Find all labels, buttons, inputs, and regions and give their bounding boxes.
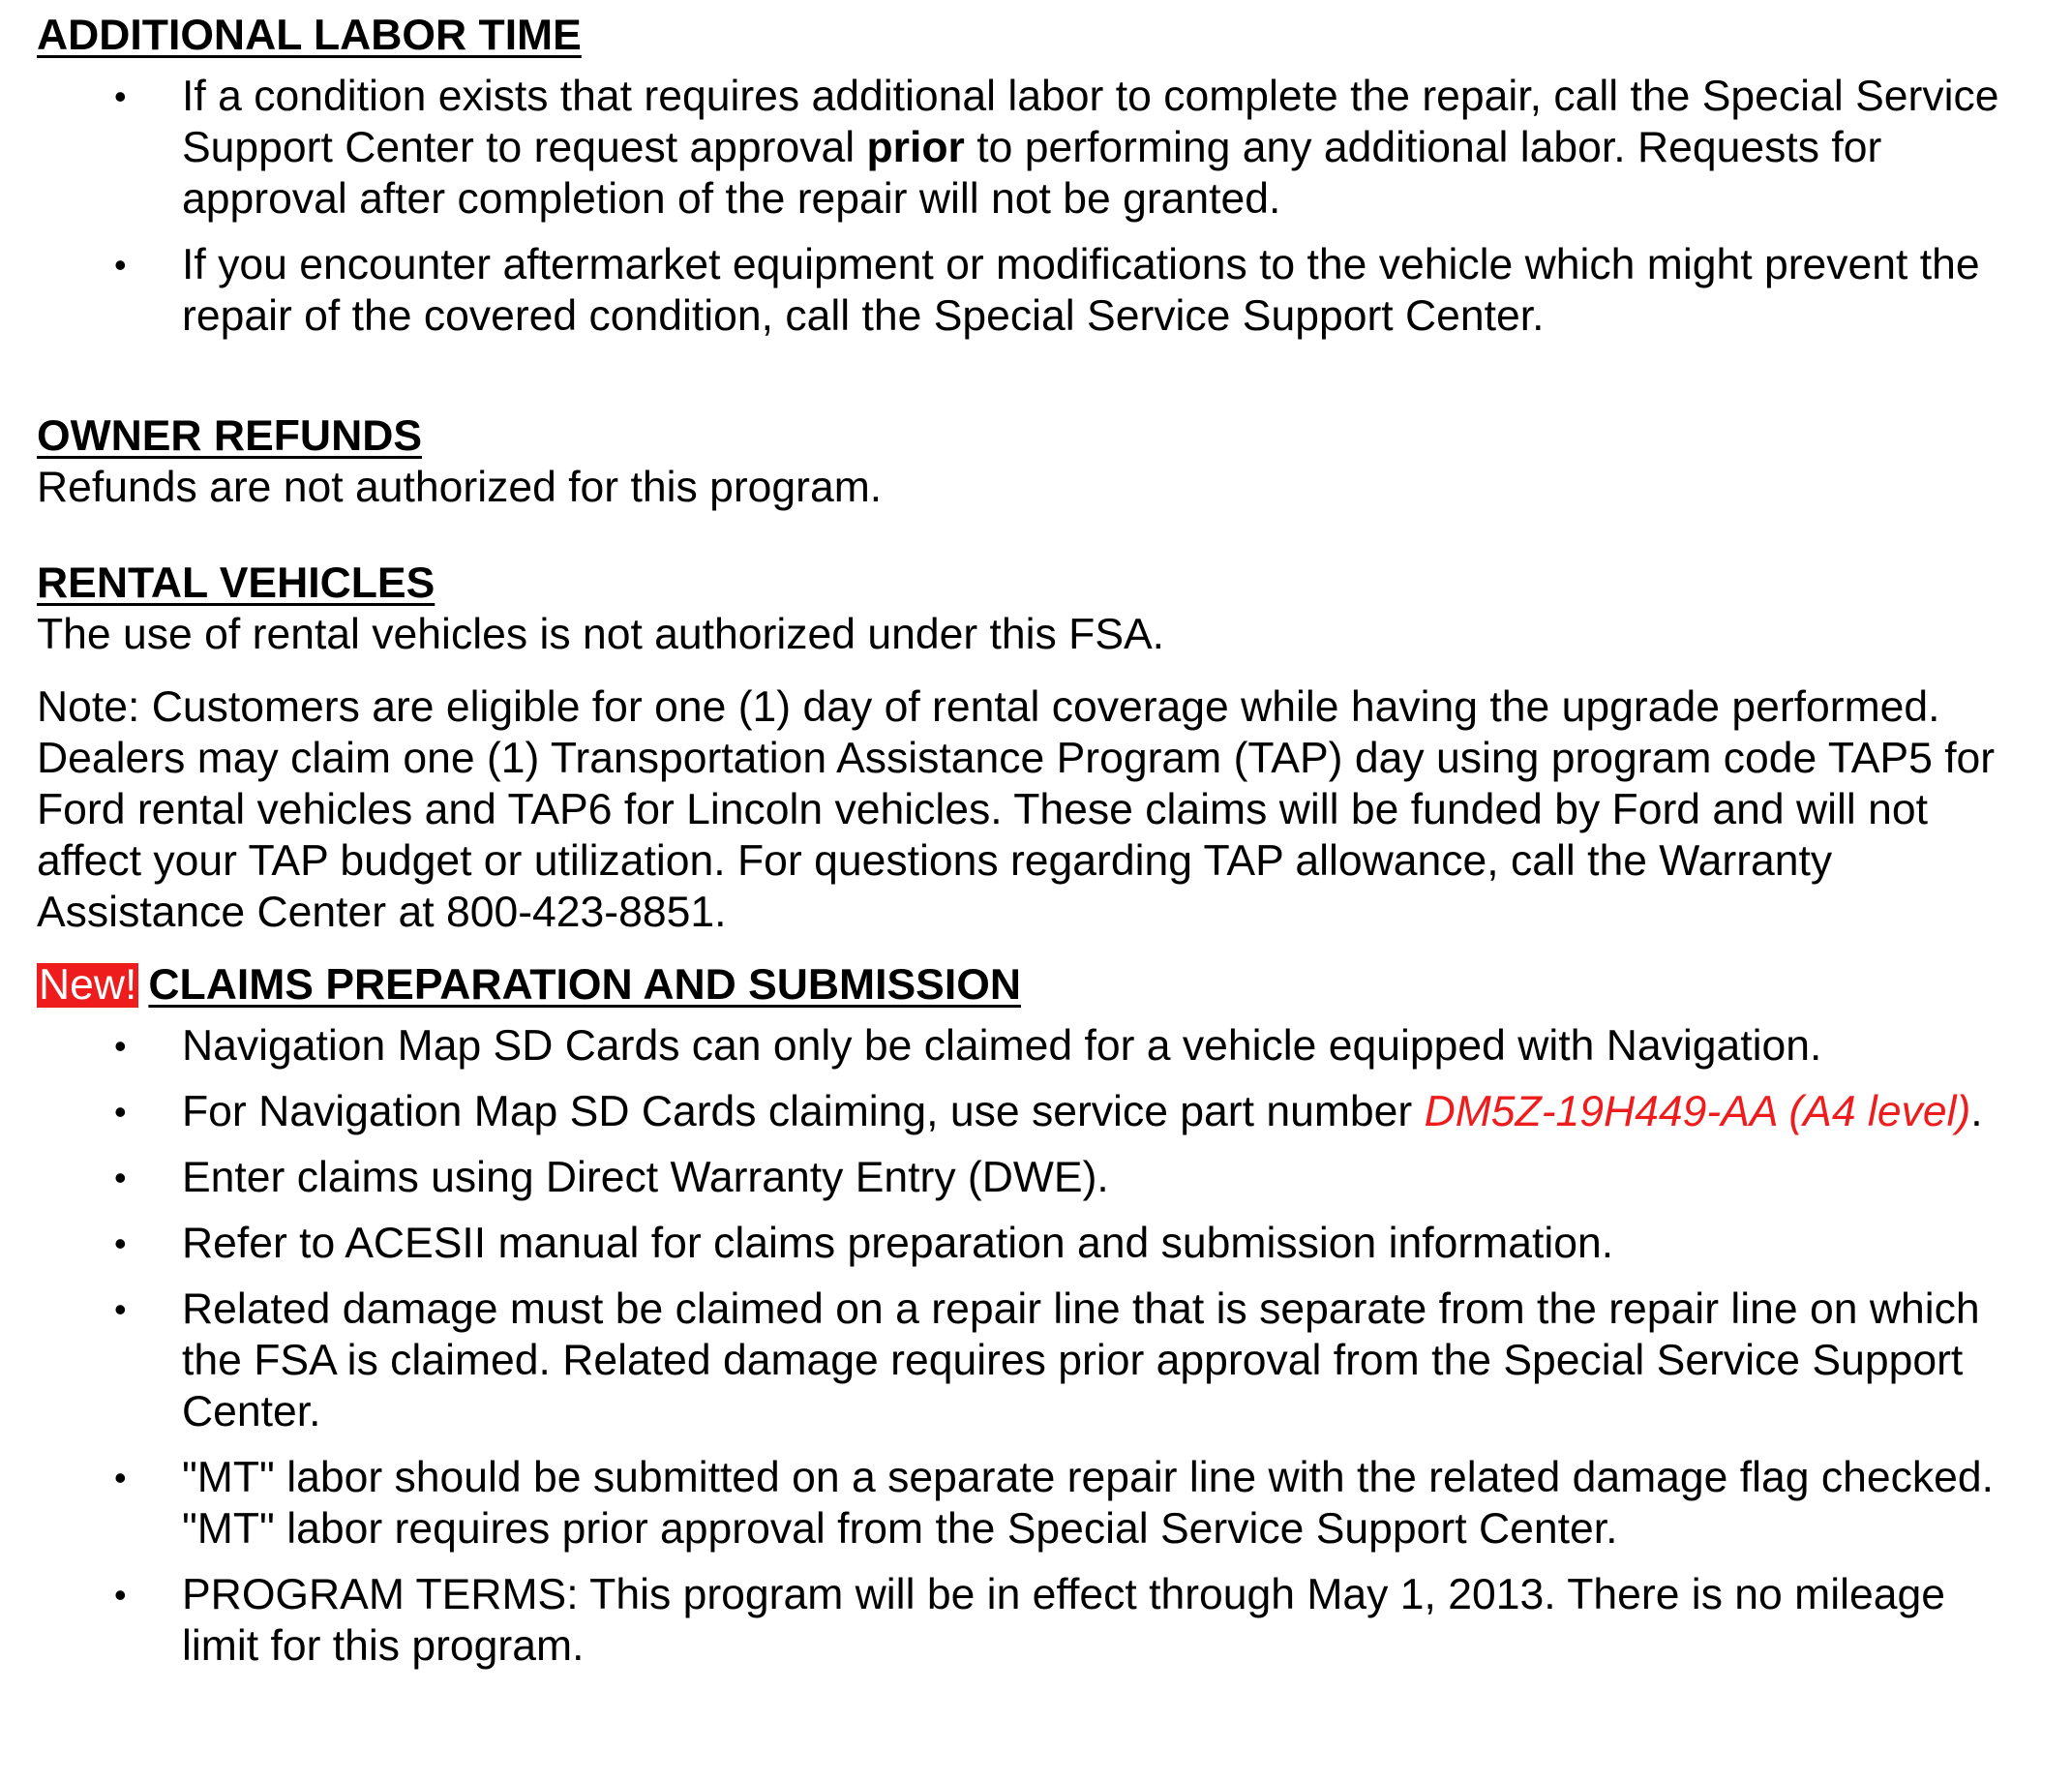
bullet-icon: • (114, 1223, 127, 1263)
bullet-icon: • (114, 245, 127, 285)
new-badge: New! (39, 961, 137, 1009)
heading-owner-refunds: OWNER REFUNDS (37, 412, 423, 460)
rental-note: Note: Customers are eligible for one (1) day of rental coverage while having the upgrade performed. Dealers may claim one (1) Transportation Assistance Program (TAP) day using program code TAP5 for Ford rental vehicles and TAP6 for Lincoln vehicles. These claims will be funded by Ford and will not affect your TAP budget or utilization. For questions regarding TAP allowance, call the Warranty Assistance Center at 800-423-8851. (37, 683, 1996, 936)
claims-bullet-5-text: Related damage must be claimed on a repair line that is separate from the repair line on which the FSA is claimed. Related damage requires prior approval from the Special Service Support Center. (182, 1285, 1980, 1435)
claims-bullet-4-text: Refer to ACESII manual for claims preparation and submission information. (182, 1220, 1614, 1267)
claims-bullet-list (37, 1020, 2014, 1672)
labor-bullet-1-bold-word: prior (866, 124, 965, 171)
section-additional-labor-time (37, 10, 2014, 342)
claims-bullet-6-text: "MT" labor should be submitted on a separate repair line with the related damage flag checked. "MT" labor requires prior approval from the Special Service Support Center. (182, 1454, 1994, 1553)
bullet-icon: • (114, 1026, 127, 1066)
list-item (37, 1152, 2014, 1203)
list-item (37, 1452, 2014, 1555)
list-item (37, 239, 2014, 342)
claims-bullet-3-text: Enter claims using Direct Warranty Entry (DWE). (182, 1154, 1109, 1201)
bullet-icon: • (114, 1158, 127, 1197)
labor-bullet-2-text: If you encounter aftermarket equipment or modifications to the vehicle which might prevent the repair of the covered condition, call the Special Service Support Center. (182, 241, 1980, 340)
heading-claims-preparation: CLAIMS PREPARATION AND SUBMISSION (148, 961, 1021, 1009)
heading-additional-labor-time: ADDITIONAL LABOR TIME (37, 12, 582, 59)
list-item (37, 1020, 2014, 1072)
claims-bullet-2-text-end: . (1970, 1088, 1983, 1135)
list-item (37, 1569, 2014, 1672)
section-owner-refunds (37, 410, 2014, 513)
bullet-icon: • (114, 1289, 127, 1329)
section-claims-preparation (37, 959, 2014, 1672)
spacer (37, 356, 2014, 410)
service-part-number: DM5Z-19H449-AA (A4 level) (1424, 1088, 1971, 1135)
claims-bullet-1-text: Navigation Map SD Cards can only be claimed for a vehicle equipped with Navigation. (182, 1022, 1822, 1070)
labor-bullet-1-text-end: to performing any additional labor. Requests for approval after completion of the repair will not be granted. (182, 124, 1882, 223)
heading-rental-vehicles: RENTAL VEHICLES (37, 559, 435, 607)
refunds-text: Refunds are not authorized for this program. (37, 464, 883, 511)
labor-bullet-list (37, 71, 2014, 342)
claims-heading-row (37, 959, 2014, 1011)
labor-bullet-1-text-start: If a condition exists that requires additional labor to complete the repair, call the Special Service Support Center to request approval (182, 73, 1999, 171)
section-rental-vehicles (37, 558, 2014, 938)
claims-bullet-2-text-start: For Navigation Map SD Cards claiming, use service part number (182, 1088, 1425, 1135)
spacer (37, 513, 2014, 558)
spacer (37, 938, 2014, 959)
bullet-icon: • (114, 1458, 127, 1497)
claims-bullet-7-text: PROGRAM TERMS: This program will be in effect through May 1, 2013. There is no mileage limit for this program. (182, 1571, 1946, 1670)
list-item (37, 1086, 2014, 1137)
bullet-icon: • (114, 1575, 127, 1615)
bullet-icon: • (114, 1092, 127, 1132)
bullet-icon: • (114, 76, 127, 116)
list-item (37, 71, 2014, 225)
spacer (37, 660, 2014, 681)
rental-text: The use of rental vehicles is not authorized under this FSA. (37, 611, 1165, 658)
list-item (37, 1218, 2014, 1269)
list-item (37, 1284, 2014, 1437)
